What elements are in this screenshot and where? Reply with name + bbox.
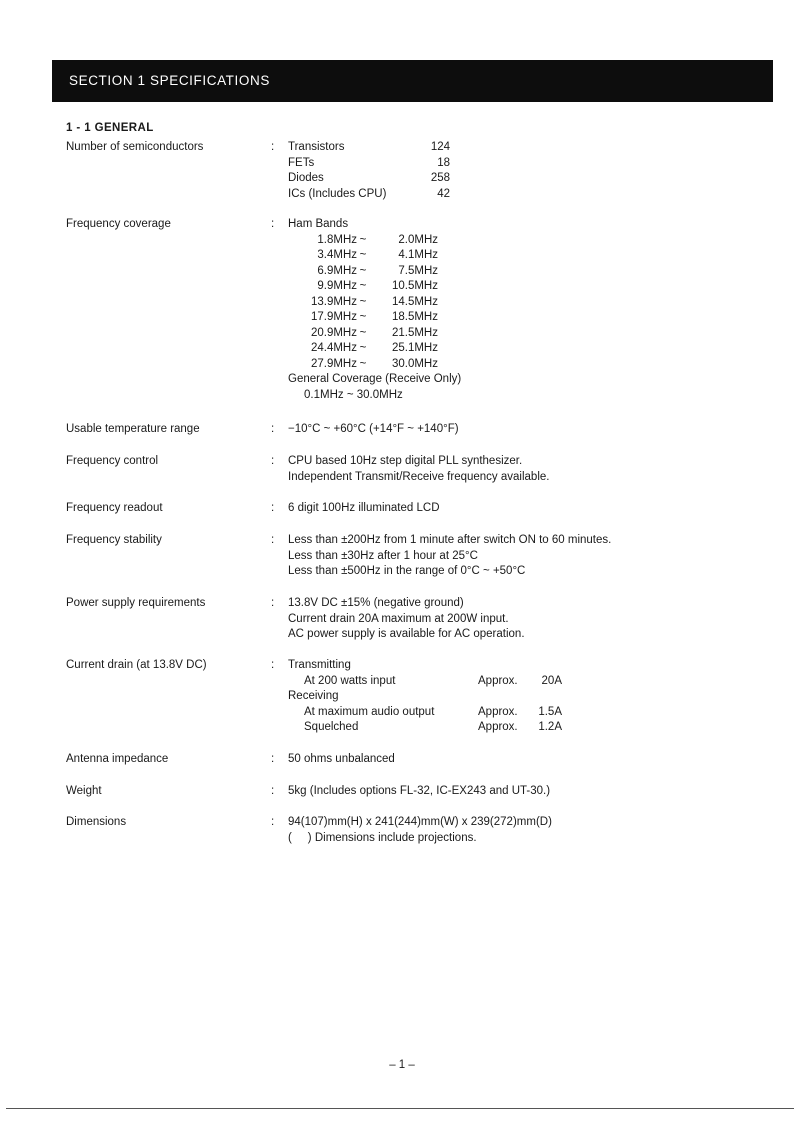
- semiconductor-name: Transistors: [288, 141, 345, 153]
- spec-label: Frequency control: [66, 455, 159, 467]
- band-row: [288, 295, 461, 311]
- spec-value: [288, 658, 562, 736]
- band-high: 18.5MHz: [391, 311, 438, 323]
- band-sep: ~: [359, 342, 367, 354]
- spec-line: ( ) Dimensions include projections.: [288, 831, 477, 844]
- spec-value: [288, 454, 549, 485]
- spec-value: 6 digit 100Hz illuminated LCD: [288, 502, 440, 514]
- current-drain-value: 1.2A: [538, 721, 562, 733]
- band-sep: ~: [359, 249, 367, 261]
- spec-colon: :: [271, 423, 275, 435]
- current-drain-row: [288, 705, 562, 721]
- semiconductor-name: ICs (Includes CPU): [288, 187, 387, 200]
- spec-colon: :: [271, 141, 275, 153]
- band-row: [288, 310, 461, 326]
- spec-value: −10°C ~ +60°C (+14°F ~ +140°F): [288, 423, 459, 435]
- semiconductor-count: 42: [437, 187, 450, 200]
- spec-line: AC power supply is available for AC operation.: [288, 628, 525, 640]
- band-sep: ~: [359, 311, 367, 323]
- semiconductor-row: [288, 156, 450, 172]
- spec-line: 13.8V DC ±15% (negative ground): [288, 597, 464, 609]
- spec-label: Frequency stability: [66, 534, 162, 546]
- spec-label: Antenna impedance: [66, 753, 169, 765]
- current-drain-desc: At 200 watts input: [304, 674, 396, 687]
- band-high: 25.1MHz: [391, 342, 438, 354]
- spec-value: 50 ohms unbalanced: [288, 753, 395, 765]
- general-coverage-title: General Coverage (Receive Only): [288, 373, 462, 385]
- spec-colon: :: [271, 534, 275, 546]
- band-low: 6.9MHz: [317, 264, 357, 277]
- band-sep: ~: [359, 264, 367, 277]
- band-row: [288, 248, 461, 264]
- band-row: [288, 341, 461, 357]
- spec-value: [288, 596, 525, 643]
- spec-label: Number of semiconductors: [66, 141, 204, 153]
- general-coverage-range: 0.1MHz ~ 30.0MHz: [304, 388, 403, 401]
- page-number: – 1 –: [389, 1059, 415, 1071]
- current-drain-value: 20A: [541, 674, 562, 687]
- spec-line: CPU based 10Hz step digital PLL synthesizer.: [288, 455, 523, 467]
- current-drain-value: 1.5A: [538, 705, 562, 718]
- semiconductor-row: [288, 187, 450, 203]
- receiving-title: Receiving: [288, 690, 339, 702]
- spec-line: Less than ±30Hz after 1 hour at 25°C: [288, 549, 478, 562]
- spec-value: 5kg (Includes options FL-32, IC-EX243 and UT-30.): [288, 785, 551, 797]
- band-row: [288, 357, 461, 373]
- spec-label: Power supply requirements: [66, 597, 206, 609]
- spec-line: Less than ±500Hz in the range of 0°C ~ +50°C: [288, 565, 526, 577]
- spec-line: Less than ±200Hz from 1 minute after switch ON to 60 minutes.: [288, 534, 612, 546]
- band-low: 1.8MHz: [317, 233, 357, 246]
- band-high: 14.5MHz: [391, 295, 438, 308]
- footer-rule: [6, 1108, 794, 1109]
- band-low: 17.9MHz: [310, 311, 357, 323]
- spec-line: 94(107)mm(H) x 241(244)mm(W) x 239(272)mm(D): [288, 816, 552, 828]
- spec-colon: :: [271, 659, 275, 671]
- spec-colon: :: [271, 218, 275, 230]
- semiconductor-count: 258: [430, 172, 450, 184]
- band-sep: ~: [359, 326, 367, 339]
- semiconductor-count: 124: [430, 141, 450, 153]
- current-drain-approx: Approx.: [478, 674, 518, 687]
- band-row: [288, 264, 461, 280]
- spec-value: [288, 140, 450, 202]
- ham-bands-title: Ham Bands: [288, 218, 349, 230]
- current-drain-desc: Squelched: [304, 721, 359, 733]
- spec-colon: :: [271, 597, 275, 609]
- spec-line: Current drain 20A maximum at 200W input.: [288, 612, 509, 625]
- spec-colon: :: [271, 816, 275, 828]
- spec-label: Frequency coverage: [66, 218, 171, 230]
- spec-line: Independent Transmit/Receive frequency available.: [288, 470, 550, 483]
- spec-label: Current drain (at 13.8V DC): [66, 659, 207, 671]
- spec-colon: :: [271, 753, 275, 765]
- semiconductor-name: FETs: [288, 156, 315, 169]
- band-sep: ~: [359, 280, 367, 292]
- spec-label: Weight: [66, 785, 102, 797]
- band-low: 9.9MHz: [317, 280, 357, 292]
- current-drain-approx: Approx.: [478, 721, 518, 733]
- band-row: [288, 326, 461, 342]
- semiconductor-count: 18: [437, 156, 450, 169]
- band-sep: ~: [359, 233, 367, 246]
- band-high: 30.0MHz: [391, 357, 438, 370]
- spec-label: Dimensions: [66, 816, 127, 828]
- band-high: 10.5MHz: [391, 280, 438, 292]
- semiconductor-row: [288, 140, 450, 156]
- band-row: [288, 279, 461, 295]
- spec-colon: :: [271, 785, 275, 797]
- band-high: 7.5MHz: [398, 264, 438, 277]
- current-drain-row: [288, 674, 562, 690]
- section-header-bar: [52, 60, 773, 102]
- current-drain-row: [288, 720, 562, 736]
- transmitting-title: Transmitting: [288, 659, 351, 671]
- spec-label: Frequency readout: [66, 502, 163, 514]
- semiconductor-name: Diodes: [288, 172, 324, 184]
- current-drain-desc: At maximum audio output: [304, 705, 435, 718]
- band-low: 20.9MHz: [310, 326, 357, 339]
- band-sep: ~: [359, 357, 367, 370]
- band-row: [288, 233, 461, 249]
- spec-value: [288, 217, 461, 403]
- band-high: 4.1MHz: [398, 249, 438, 261]
- subsection-title: 1 - 1 GENERAL: [66, 122, 154, 134]
- band-low: 13.9MHz: [310, 295, 357, 308]
- spec-label: Usable temperature range: [66, 423, 200, 435]
- band-sep: ~: [359, 295, 367, 308]
- spec-colon: :: [271, 455, 275, 467]
- semiconductor-row: [288, 171, 450, 187]
- band-low: 3.4MHz: [317, 249, 357, 261]
- spec-value: [288, 533, 611, 580]
- spec-value: [288, 815, 552, 846]
- spec-colon: :: [271, 502, 275, 514]
- band-low: 24.4MHz: [310, 342, 357, 354]
- section-title: SECTION 1 SPECIFICATIONS: [69, 73, 270, 89]
- band-high: 2.0MHz: [398, 233, 438, 246]
- band-low: 27.9MHz: [310, 357, 357, 370]
- band-high: 21.5MHz: [391, 326, 438, 339]
- current-drain-approx: Approx.: [478, 705, 518, 718]
